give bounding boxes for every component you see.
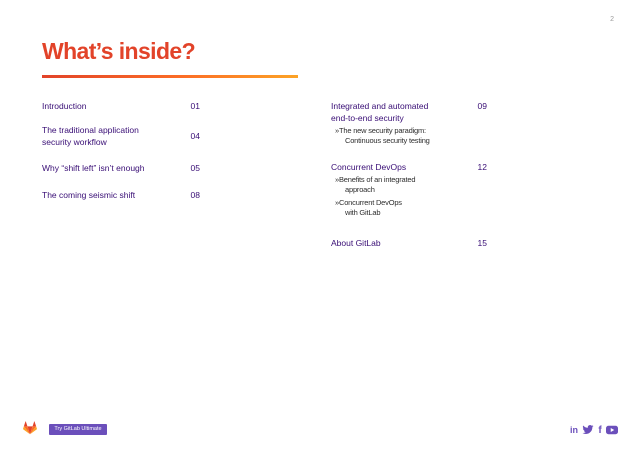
toc-entry-title: About GitLab	[331, 238, 381, 248]
toc-subentry-line: Benefits of an integrated	[338, 175, 416, 184]
toc-entry-concurrent-devops[interactable]	[331, 161, 487, 218]
toc-entry-shift-left[interactable]	[42, 162, 200, 174]
twitter-icon[interactable]	[582, 424, 594, 436]
toc-entry-title: Integrated and automated end-to-end security	[331, 101, 429, 123]
toc-subentry-line: Continuous security testing	[345, 136, 430, 145]
toc-subentry-line: with GitLab	[345, 208, 381, 217]
chevron-right-icon: »	[335, 126, 339, 135]
toc-subentry-line: Concurrent DevOps	[338, 198, 402, 207]
gitlab-logo-icon[interactable]	[23, 421, 37, 435]
toc-subentry-with-gitlab[interactable]	[335, 198, 487, 218]
toc-entry-page: 09	[477, 101, 487, 111]
toc-entry-page: 15	[477, 238, 487, 248]
toc-subentry-line: approach	[345, 185, 375, 194]
toc-subentry-security-paradigm[interactable]	[335, 126, 487, 146]
toc-entry-title: The coming seismic shift	[42, 190, 136, 200]
toc-entry-traditional-workflow[interactable]	[42, 124, 200, 148]
toc-entry-page: 01	[190, 101, 200, 111]
page-number: 2	[610, 16, 614, 23]
toc-entry-page: 05	[190, 163, 200, 173]
toc-entry-integrated-security[interactable]	[331, 100, 487, 146]
try-gitlab-ultimate-button[interactable]: Try GitLab Ultimate	[49, 424, 107, 435]
linkedin-icon[interactable]: in	[570, 425, 578, 435]
toc-entry-page: 12	[477, 162, 487, 172]
toc-entry-about-gitlab[interactable]	[331, 237, 487, 249]
toc-entry-title: Concurrent DevOps	[331, 162, 407, 172]
title-underline	[42, 75, 298, 78]
toc-entry-title: Why “shift left” isn’t enough	[42, 163, 145, 173]
toc-entry-page: 04	[190, 131, 200, 141]
youtube-icon[interactable]	[606, 424, 618, 436]
toc-entry-title: The traditional application security workflow	[42, 125, 139, 147]
chevron-right-icon: »	[335, 198, 339, 207]
toc-entry-title: Introduction	[42, 101, 87, 111]
facebook-icon[interactable]: f	[598, 424, 602, 436]
page-title: What’s inside?	[42, 38, 196, 64]
toc-subentry-line: The new security paradigm:	[338, 126, 426, 135]
toc-entry-seismic-shift[interactable]	[42, 189, 200, 201]
toc-entry-page: 08	[190, 190, 200, 200]
chevron-right-icon: »	[335, 175, 339, 184]
toc-subentry-benefits[interactable]	[335, 175, 487, 195]
toc-entry-introduction[interactable]	[42, 100, 200, 112]
